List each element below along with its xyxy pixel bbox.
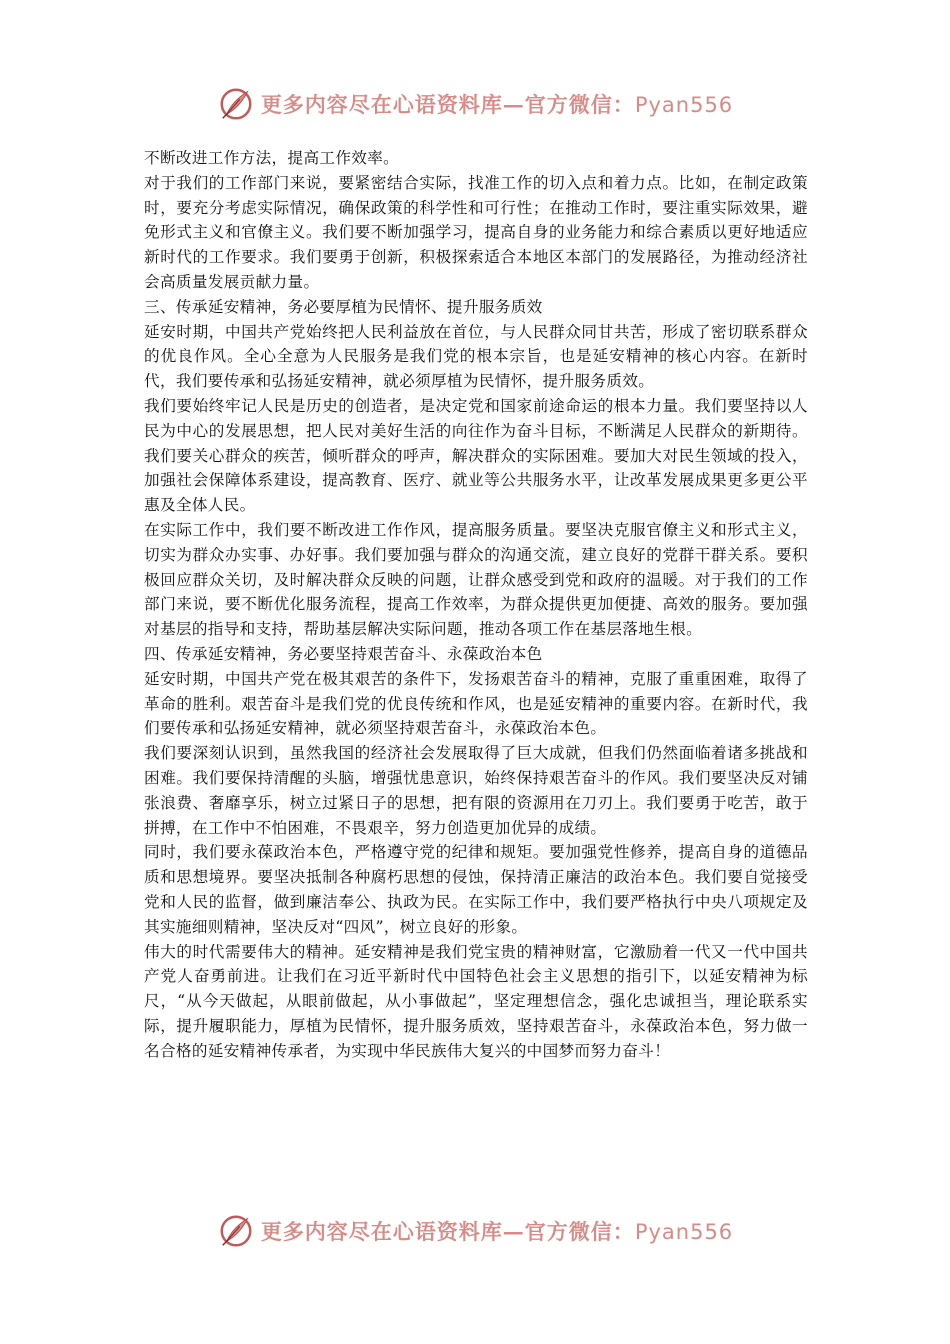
header-wechat-id: Pyan556: [634, 93, 734, 117]
section-heading: 三、传承延安精神，务必要厚植为民情怀、提升服务质效: [144, 297, 543, 316]
body-paragraph: 不断改进工作方法，提高工作效率。: [144, 149, 400, 167]
header-watermark-text: [261, 89, 733, 119]
body-paragraph: 延安时期，中国共产党始终把人民利益放在首位，与人民群众同甘共苦，形成了密切联系群众的优良作风。全心全意为人民服务是我们党的根本宗旨，也是延安精神的核心内容。在新时代，我们要传承和弘扬延安精神，就必须厚植为民情怀，提升服务质效。: [144, 322, 808, 391]
footer-watermark-text: [261, 1216, 733, 1246]
header-watermark-label: 更多内容尽在心语资料库—官方微信：: [260, 92, 635, 117]
body-paragraph: 同时，我们要永葆政治本色，严格遵守党的纪律和规矩。要加强党性修养，提高自身的道德品质和思想境界。要坚决抵制各种腐朽思想的侵蚀，保持清正廉洁的政治本色。我们要自觉接受党和人民的监督，做到廉洁奉公、执政为民。在实际工作中，我们要严格执行中央八项规定及其实施细则精神，坚决反对“四风”，树立良好的形象。: [144, 843, 808, 936]
body-paragraph: 伟大的时代需要伟大的精神。延安精神是我们党宝贵的精神财富，它激励着一代又一代中国共产党人奋勇前进。让我们在习近平新时代中国特色社会主义思想的指引下，以延安精神为标尺，“从今天做起，从眼前做起，从小事做起”，坚定理想信念，强化忠诚担当，理论联系实际，提升履职能力，厚植为民情怀，提升服务质效，坚持艰苦奋斗，永葆政治本色，努力做一名合格的延安精神传承者，为实现中华民族伟大复兴的中国梦而努力奋斗！: [144, 942, 808, 1060]
feather-pen-logo-icon: [217, 1212, 255, 1250]
section-heading: 四、传承延安精神，务必要坚持艰苦奋斗、永葆政治本色: [144, 644, 543, 663]
body-paragraph: 对于我们的工作部门来说，要紧密结合实际，找准工作的切入点和着力点。比如，在制定政策时，要充分考虑实际情况，确保政策的科学性和可行性；在推动工作时，要注重实际效果，避免形式主义和官僚主义。我们要不断加强学习，提高自身的业务能力和综合素质以更好地适应新时代的工作要求。我们要勇于创新，积极探索适合本地区本部门的发展路径，为推动经济社会高质量发展贡献力量。: [144, 173, 808, 291]
footer-watermark-banner: [0, 1209, 950, 1253]
body-paragraph: 在实际工作中，我们要不断改进工作作风，提高服务质量。要坚决克服官僚主义和形式主义，切实为群众办实事、办好事。我们要加强与群众的沟通交流，建立良好的党群干群关系。要积极回应群众关切，及时解决群众反映的问题，让群众感受到党和政府的温暖。对于我们的工作部门来说，要不断优化服务流程，提高工作效率，为群众提供更加便捷、高效的服务。要加强对基层的指导和支持，帮助基层解决实际问题，推动各项工作在基层落地生根。: [144, 520, 808, 639]
footer-watermark-label: 更多内容尽在心语资料库—官方微信：: [260, 1219, 635, 1244]
feather-pen-logo-icon: [217, 85, 255, 123]
footer-wechat-id: Pyan556: [634, 1220, 734, 1244]
body-paragraph: 我们要深刻认识到，虽然我国的经济社会发展取得了巨大成就，但我们仍然面临着诸多挑战和困难。我们要保持清醒的头脑，增强忧患意识，始终保持艰苦奋斗的作风。我们要坚决反对铺张浪费、奢靡享乐，树立过紧日子的思想，把有限的资源用在刀刃上。我们要勇于吃苦，敢于拼搏，在工作中不怕困难，不畏艰辛，努力创造更加优异的成绩。: [144, 744, 808, 837]
header-watermark-banner: [0, 82, 950, 126]
body-paragraph: 我们要始终牢记人民是历史的创造者，是决定党和国家前途命运的根本力量。我们要坚持以人民为中心的发展思想，把人民对美好生活的向往作为奋斗目标，不断满足人民群众的新期待。我们要关心群众的疾苦，倾听群众的呼声，解决群众的实际困难。要加大对民生领域的投入，加强社会保障体系建设，提高教育、医疗、就业等公共服务水平，让改革发展成果更多更公平惠及全体人民。: [144, 396, 808, 515]
document-body: [144, 146, 808, 1063]
body-paragraph: 延安时期，中国共产党在极其艰苦的条件下，发扬艰苦奋斗的精神，克服了重重困难，取得了革命的胜利。艰苦奋斗是我们党的优良传统和作风，也是延安精神的重要内容。在新时代，我们要传承和弘扬延安精神，就必须坚持艰苦奋斗，永葆政治本色。: [144, 669, 808, 738]
